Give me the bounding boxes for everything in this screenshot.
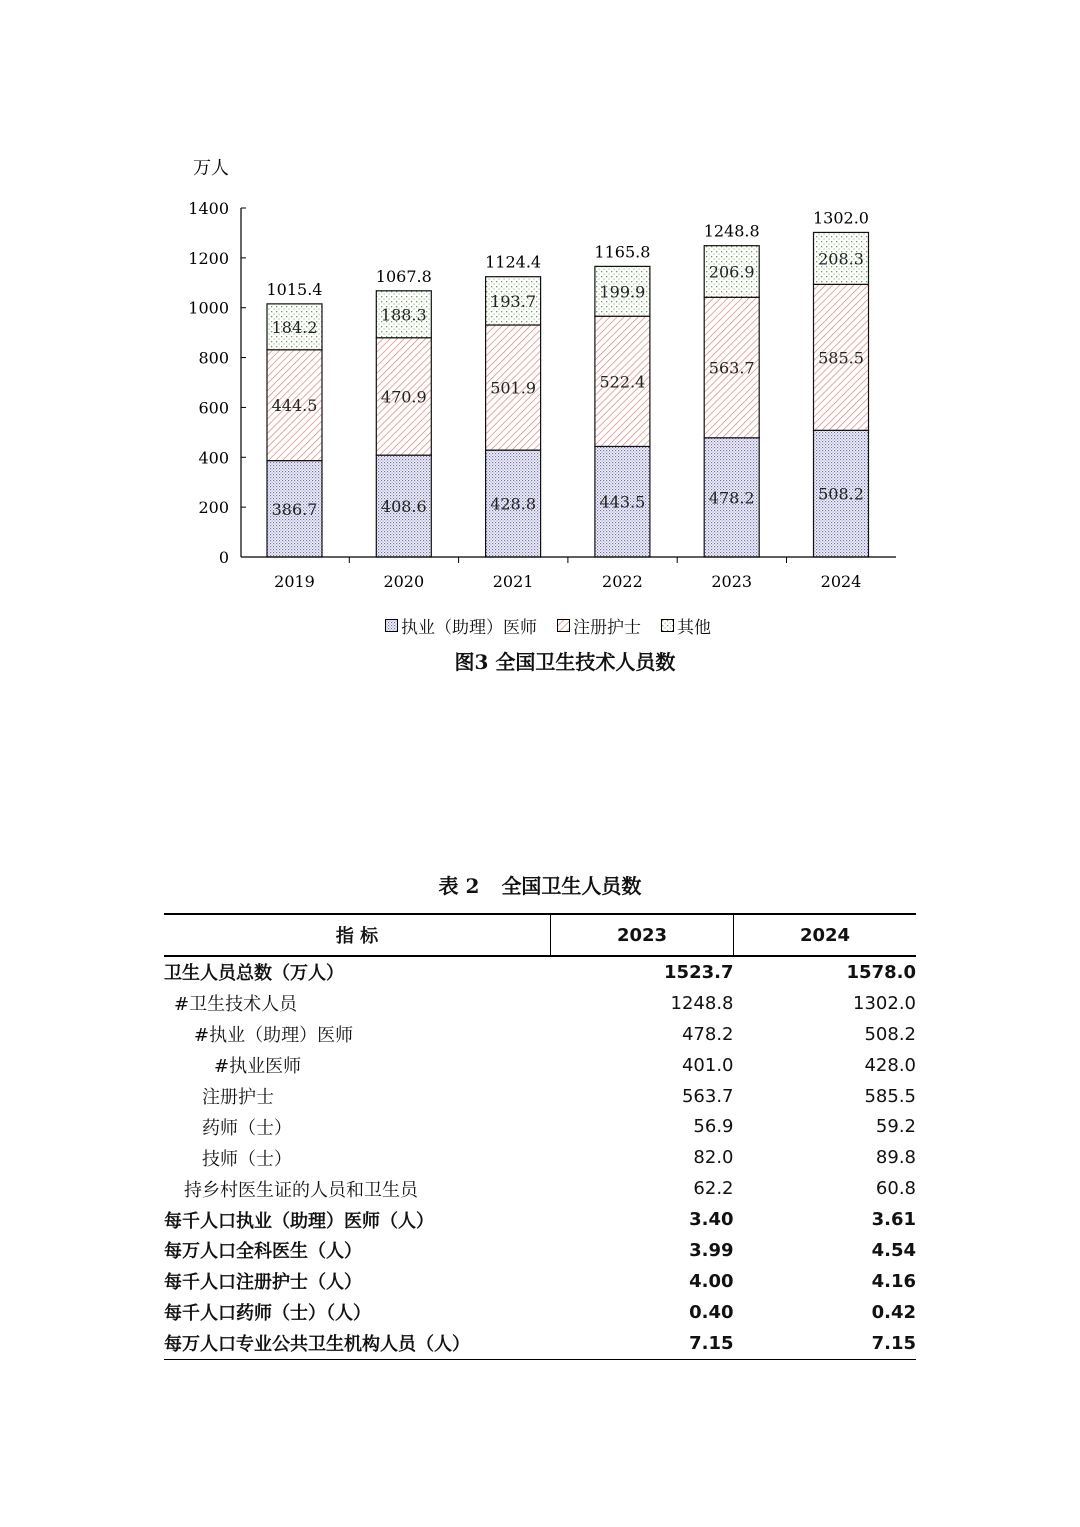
legend-label-others: 其他 <box>677 617 711 638</box>
data-label-physicians: 428.8 <box>490 494 537 514</box>
header-indicator: 指 标 <box>164 914 551 956</box>
x-axis <box>241 557 896 591</box>
header-2023: 2023 <box>551 914 734 956</box>
value-2023: 401.0 <box>681 1054 734 1076</box>
header-2024: 2024 <box>734 914 917 956</box>
table-row <box>164 1266 916 1297</box>
bars <box>267 208 869 557</box>
chart-legend <box>385 612 731 638</box>
value-2024: 4.16 <box>871 1270 916 1292</box>
row-label: 每千人口注册护士（人） <box>164 1272 362 1294</box>
value-2023: 7.15 <box>551 1328 734 1359</box>
data-label-nurses: 585.5 <box>818 348 864 368</box>
y-tick-label: 800 <box>198 348 229 368</box>
value-2024: 7.15 <box>734 1328 917 1359</box>
row-label: 持乡村医生证的人员和卫生员 <box>184 1179 418 1201</box>
value-2024: 1578.0 <box>846 961 916 983</box>
row-label: 药师（士） <box>202 1117 292 1139</box>
value-2023: 563.7 <box>681 1085 734 1107</box>
legend-swatch-physicians <box>385 619 398 632</box>
value-2023: 0.40 <box>689 1301 734 1323</box>
health-personnel-table <box>164 913 916 1360</box>
data-label-physicians: 478.2 <box>708 488 755 508</box>
table-row <box>164 1204 916 1235</box>
legend-item-others <box>661 613 711 638</box>
y-tick-label: 1000 <box>188 298 229 318</box>
y-axis <box>188 199 246 567</box>
data-label-nurses: 470.9 <box>380 387 427 407</box>
legend-label-nurses: 注册护士 <box>573 617 641 638</box>
row-label: 卫生人员总数（万人） <box>164 963 344 985</box>
row-label: 每千人口药师（士）（人） <box>164 1303 371 1325</box>
y-tick-label: 1400 <box>188 199 229 218</box>
table-row <box>164 1019 916 1050</box>
table-row <box>164 1142 916 1173</box>
value-2023: 478.2 <box>681 1023 734 1045</box>
table-title-text: 全国卫生人员数 <box>501 874 642 898</box>
row-label: #卫生技术人员 <box>174 994 298 1016</box>
row-label: 每万人口全科医生（人） <box>164 1241 362 1263</box>
total-label: 1015.4 <box>266 279 323 299</box>
value-2024: 89.8 <box>875 1147 916 1169</box>
value-2023: 62.2 <box>693 1178 734 1200</box>
y-tick-label: 400 <box>198 448 229 468</box>
table-row <box>164 956 916 988</box>
total-label: 1165.8 <box>594 242 651 262</box>
row-label: 注册护士 <box>202 1087 274 1108</box>
table-row <box>164 1111 916 1142</box>
x-tick-label: 2020 <box>383 572 425 591</box>
data-label-physicians: 386.7 <box>271 499 318 519</box>
table-number: 表 2 <box>438 874 480 898</box>
data-label-nurses: 563.7 <box>708 358 755 378</box>
legend-item-nurses <box>557 613 641 638</box>
x-tick-label: 2019 <box>274 572 315 591</box>
figure-title: 图3 全国卫生技术人员数 <box>454 650 676 674</box>
data-label-nurses: 444.5 <box>271 396 318 416</box>
data-label-others: 184.2 <box>271 317 318 337</box>
value-2024: 3.61 <box>871 1209 916 1231</box>
row-label: 技师（士） <box>202 1148 292 1170</box>
table-row <box>164 1173 916 1204</box>
x-tick-label: 2021 <box>492 572 534 591</box>
value-2023: 1248.8 <box>670 992 734 1014</box>
value-2024: 60.8 <box>875 1178 916 1200</box>
total-label: 1302.0 <box>813 208 869 228</box>
x-tick-label: 2022 <box>602 572 643 591</box>
table-row <box>164 1297 916 1328</box>
value-2024: 508.2 <box>864 1023 916 1045</box>
table-row <box>164 1081 916 1112</box>
total-label: 1124.4 <box>485 252 542 272</box>
row-label: #执业（助理）医师 <box>194 1025 354 1047</box>
table-header-row <box>164 914 916 956</box>
data-label-others: 199.9 <box>599 282 646 302</box>
data-label-physicians: 408.6 <box>380 497 427 517</box>
value-2024: 0.42 <box>871 1301 916 1323</box>
data-label-others: 208.3 <box>818 249 864 269</box>
table-title <box>0 870 1080 899</box>
y-axis-label: 万人 <box>193 158 229 179</box>
value-2024: 4.54 <box>871 1239 916 1261</box>
legend-swatch-others <box>661 619 674 632</box>
stacked-bar-chart <box>0 0 1080 700</box>
data-label-nurses: 522.4 <box>599 372 646 392</box>
legend-item-physicians <box>385 613 537 638</box>
row-label: 每万人口专业公共卫生机构人员（人） <box>164 1328 551 1359</box>
data-label-others: 206.9 <box>708 262 755 282</box>
table-body <box>164 956 916 1359</box>
table-row <box>164 1050 916 1081</box>
value-2023: 82.0 <box>693 1147 734 1169</box>
table-row <box>164 1328 916 1359</box>
table-row <box>164 988 916 1019</box>
data-label-physicians: 508.2 <box>818 484 864 504</box>
y-tick-label: 200 <box>198 498 229 518</box>
value-2024: 428.0 <box>864 1054 916 1076</box>
value-2024: 1302.0 <box>853 992 916 1014</box>
row-label: 每千人口执业（助理）医师（人） <box>164 1210 434 1232</box>
data-label-others: 193.7 <box>490 291 537 311</box>
y-tick-label: 600 <box>198 398 229 418</box>
value-2024: 585.5 <box>864 1085 916 1107</box>
legend-swatch-nurses <box>557 619 570 632</box>
value-2023: 3.40 <box>689 1209 734 1231</box>
row-label: #执业医师 <box>214 1056 302 1078</box>
value-2023: 4.00 <box>689 1270 734 1292</box>
y-tick-label: 0 <box>218 548 229 567</box>
x-tick-label: 2024 <box>820 572 862 591</box>
total-label: 1067.8 <box>375 266 432 286</box>
total-label: 1248.8 <box>703 221 760 241</box>
value-2023: 1523.7 <box>664 961 734 983</box>
data-label-physicians: 443.5 <box>599 492 646 512</box>
value-2023: 3.99 <box>689 1239 734 1261</box>
legend-label-physicians: 执业（助理）医师 <box>401 617 537 638</box>
data-label-nurses: 501.9 <box>490 378 537 398</box>
data-label-others: 188.3 <box>380 305 427 325</box>
value-2023: 56.9 <box>693 1116 734 1138</box>
y-tick-label: 1200 <box>188 248 229 268</box>
table-row <box>164 1235 916 1266</box>
x-tick-label: 2023 <box>711 572 753 591</box>
value-2024: 59.2 <box>875 1116 916 1138</box>
